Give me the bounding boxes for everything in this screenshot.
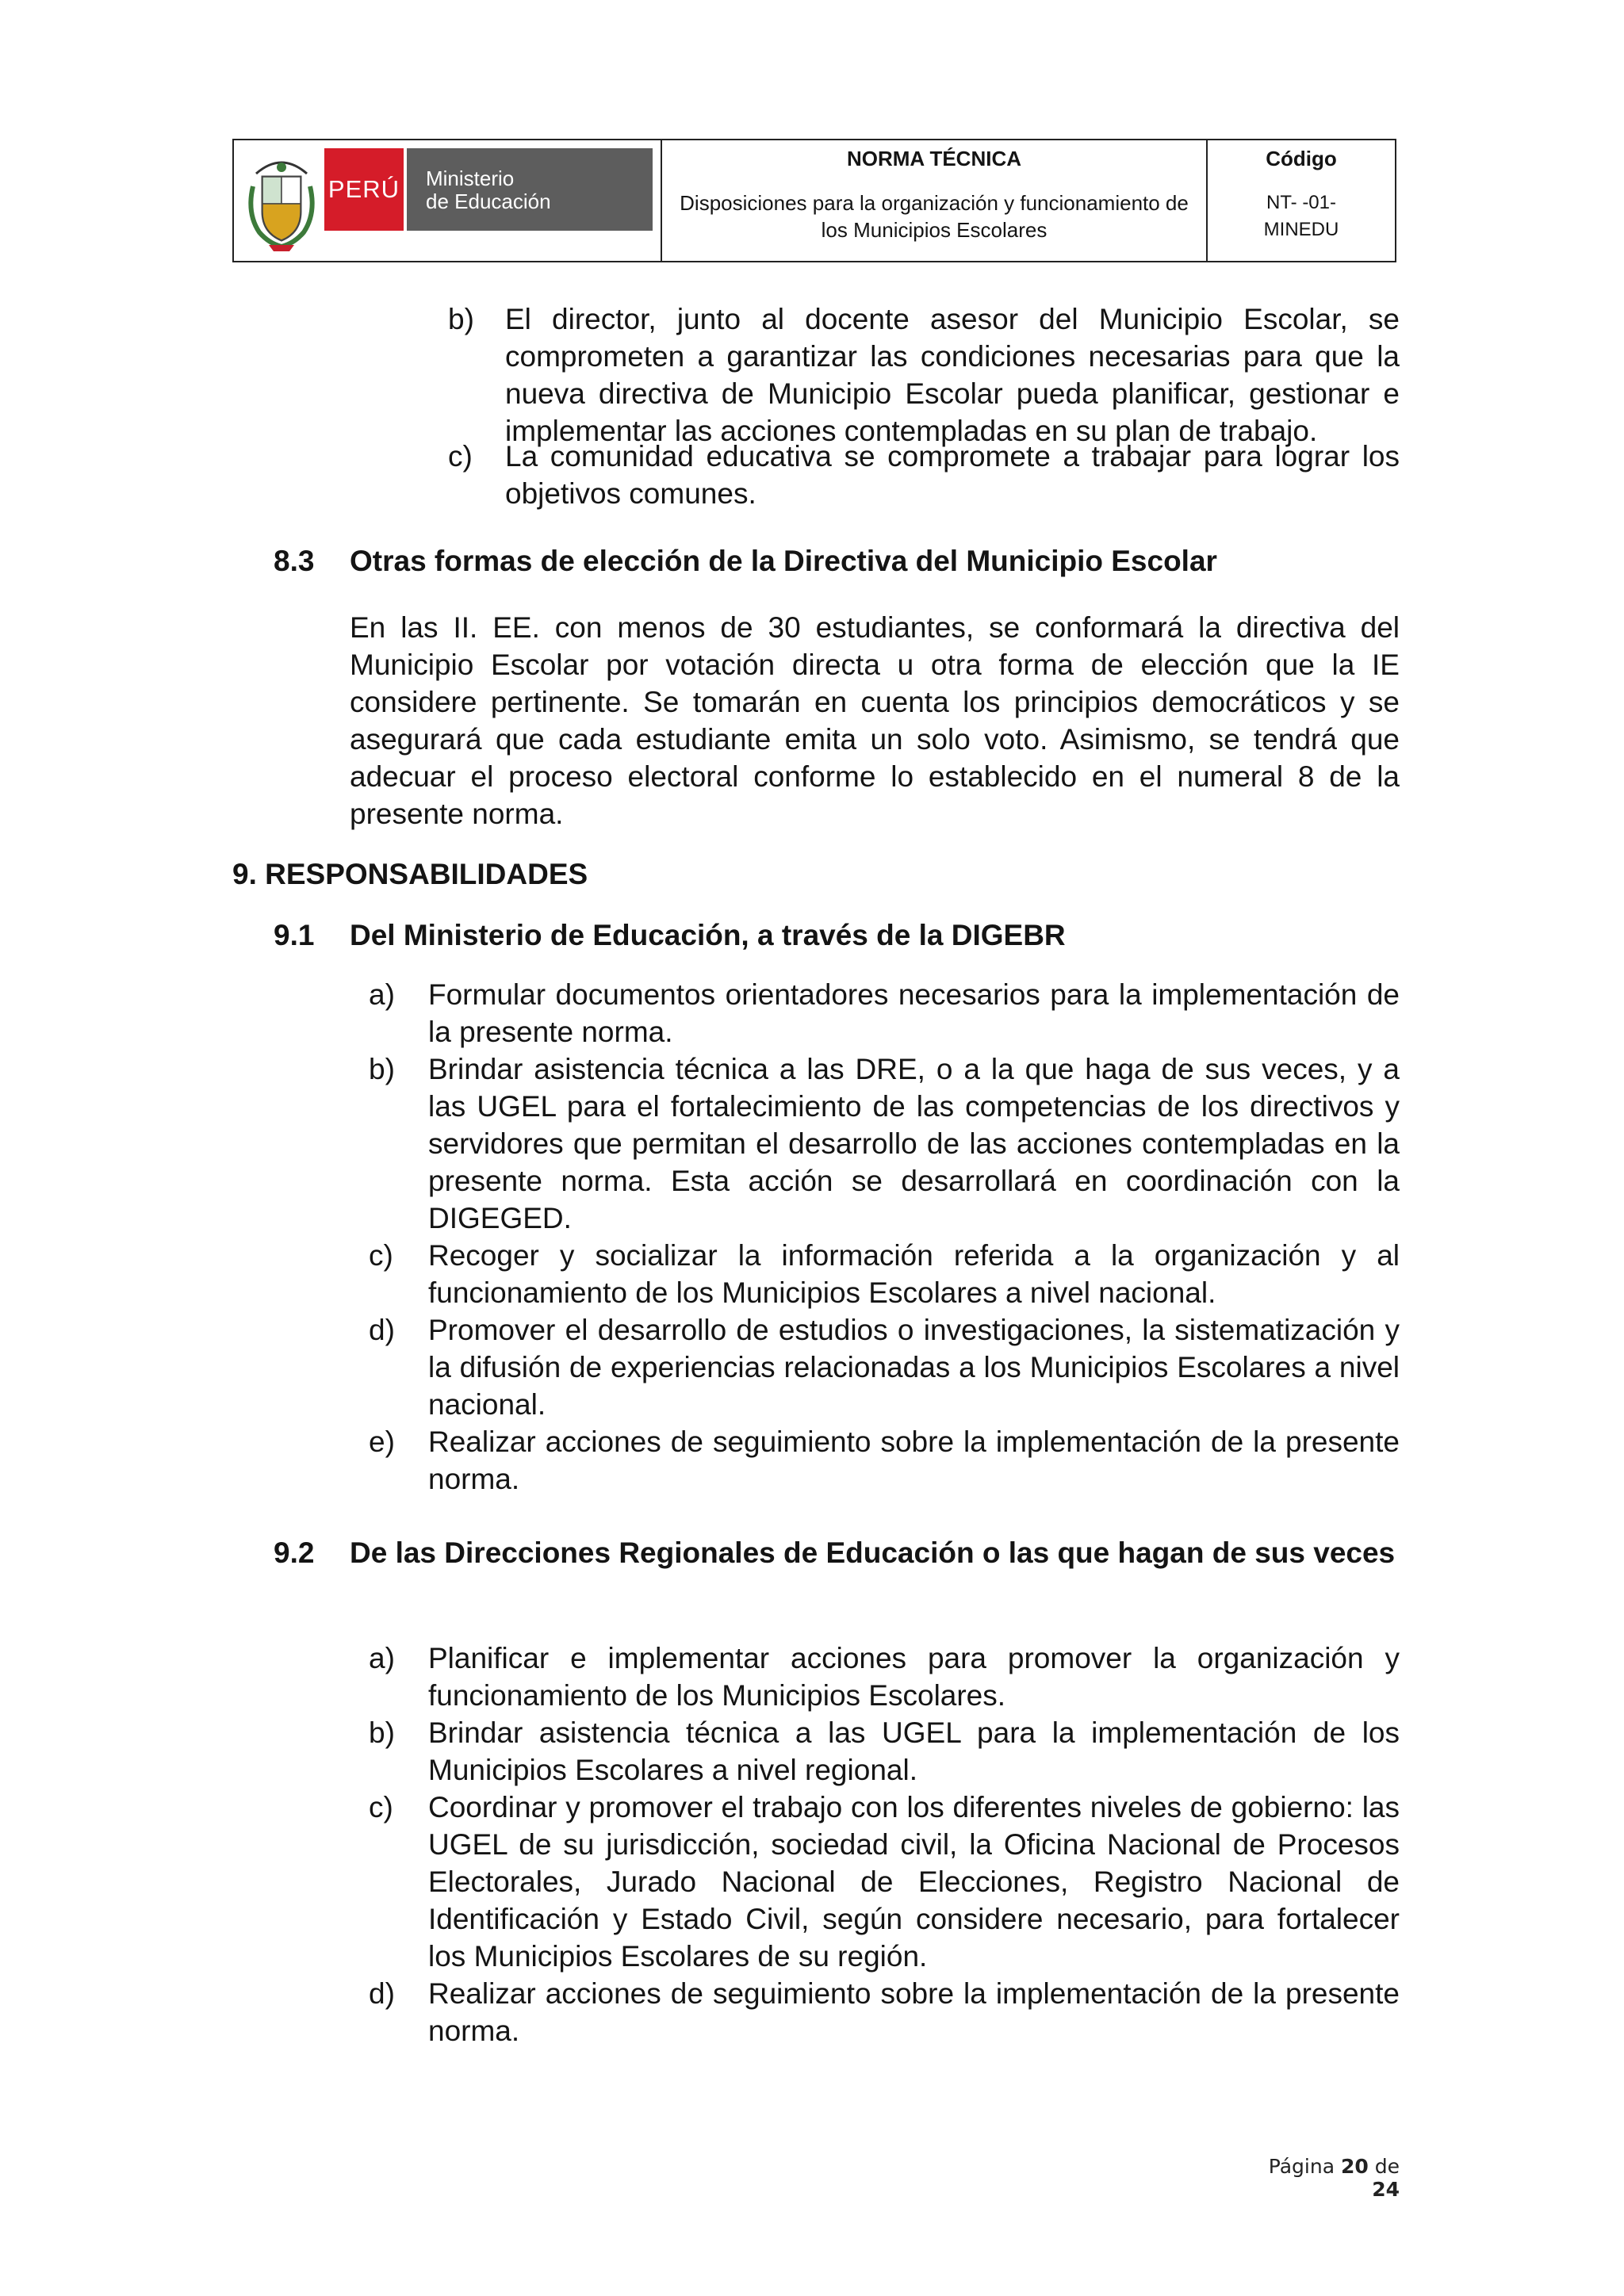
section-number: 9.1 (274, 919, 315, 951)
list-item-label: b) (369, 1053, 395, 1085)
list-item-text: Promover el desarrollo de estudios o investigaciones, la sistematización y la difusión de experiencias relacionadas a los Municipios Escolares a nivel nacional. (428, 1314, 1400, 1421)
list-item-text: Brindar asistencia técnica a las DRE, o a la que haga de sus veces, y a las UGEL para el fortalecimiento de las competencias de los directivos y servidores que permitan el desarrollo de las acciones contempladas en la presente norma. Esta acción se desarrollará en coordinación con la DIGEGED. (428, 1053, 1400, 1234)
list-item-text: Coordinar y promover el trabajo con los diferentes niveles de gobierno: las UGEL de su jurisdicción, sociedad civil, la Oficina Nacional de Procesos Electorales, Jurado Nacional de Elecciones, Registro Nacional de Identificación y Estado Civil, según considere necesario, para fortalecer los Municipios Escolares de su región. (428, 1791, 1400, 1973)
section-number: 8.3 (274, 545, 315, 577)
section-paragraph: En las II. EE. con menos de 30 estudiantes, se conformará la directiva del Municipio Escolar por votación directa u otra forma de elección que la IE considere pertinente. Se tomarán en cuenta los principios democráticos y se asegurará que cada estudiante emita un solo voto. Asimismo, se tendrá que adecuar el proceso electoral conforme lo establecido en el numeral 8 de la presente norma. (350, 611, 1400, 830)
code-value: NT- -01- MINEDU (1263, 192, 1339, 240)
document-header-table (232, 139, 1396, 262)
section-heading: Otras formas de elección de la Directiva del Municipio Escolar (350, 545, 1217, 577)
header-title-cell (662, 140, 1208, 261)
list-item-label: d) (369, 1314, 395, 1346)
document-type: NORMA TÉCNICA (846, 147, 1022, 170)
page-word: Página (1268, 2155, 1335, 2178)
coat-of-arms-icon (245, 150, 318, 254)
list-item-text: Planificar e implementar acciones para promover la organización y funcionamiento de los Municipios Escolares. (428, 1642, 1400, 1712)
peru-label: PERÚ (324, 148, 404, 231)
list-item-label: c) (448, 440, 473, 473)
ministry-line-1: Ministerio (426, 166, 515, 190)
list-item-label: c) (369, 1239, 393, 1272)
list-item-text: La comunidad educativa se compromete a trabajar para lograr los objetivos comunes. (505, 440, 1400, 510)
document-title: Disposiciones para la organización y funcionamiento de los Municipios Escolares (680, 191, 1189, 242)
list-item-label: a) (369, 978, 395, 1011)
code-label: Código (1266, 147, 1337, 170)
list-item-label: e) (369, 1425, 395, 1458)
ministry-logo (234, 140, 662, 261)
of-word: de (1374, 2155, 1400, 2178)
list-item-label: b) (369, 1716, 395, 1749)
list-item-label: c) (369, 1791, 393, 1823)
list-item-text: Realizar acciones de seguimiento sobre la implementación de la presente norma. (428, 1977, 1400, 2047)
header-code-cell (1208, 140, 1395, 261)
list-item-text: Brindar asistencia técnica a las UGEL para la implementación de los Municipios Escolares a nivel regional. (428, 1716, 1400, 1786)
ministry-line-2: de Educación (426, 189, 551, 213)
list-item-text: Realizar acciones de seguimiento sobre la implementación de la presente norma. (428, 1425, 1400, 1495)
list-item-text: El director, junto al docente asesor del Municipio Escolar, se comprometen a garantizar las condiciones necesarias para que la nueva directiva de Municipio Escolar pueda planificar, gestionar e implementar las acciones contempladas en su plan de trabajo. (505, 303, 1400, 447)
list-item-text: Formular documentos orientadores necesarios para la implementación de la presente norma. (428, 978, 1400, 1048)
list-item-label: b) (448, 303, 474, 335)
list-item-label: d) (369, 1977, 395, 2010)
page-number: 20 (1341, 2155, 1369, 2178)
page-number-footer (1241, 2155, 1400, 2201)
page-total: 24 (1372, 2178, 1400, 2201)
section-number: 9.2 (274, 1536, 315, 1569)
list-item-text: Recoger y socializar la información referida a la organización y al funcionamiento de los Municipios Escolares a nivel nacional. (428, 1239, 1400, 1309)
ministry-label (407, 148, 653, 231)
section-heading: 9. RESPONSABILIDADES (232, 858, 588, 890)
section-heading: De las Direcciones Regionales de Educación o las que hagan de sus veces (350, 1536, 1396, 1569)
section-heading: Del Ministerio de Educación, a través de la DIGEBR (350, 919, 1066, 951)
list-item-label: a) (369, 1642, 395, 1674)
